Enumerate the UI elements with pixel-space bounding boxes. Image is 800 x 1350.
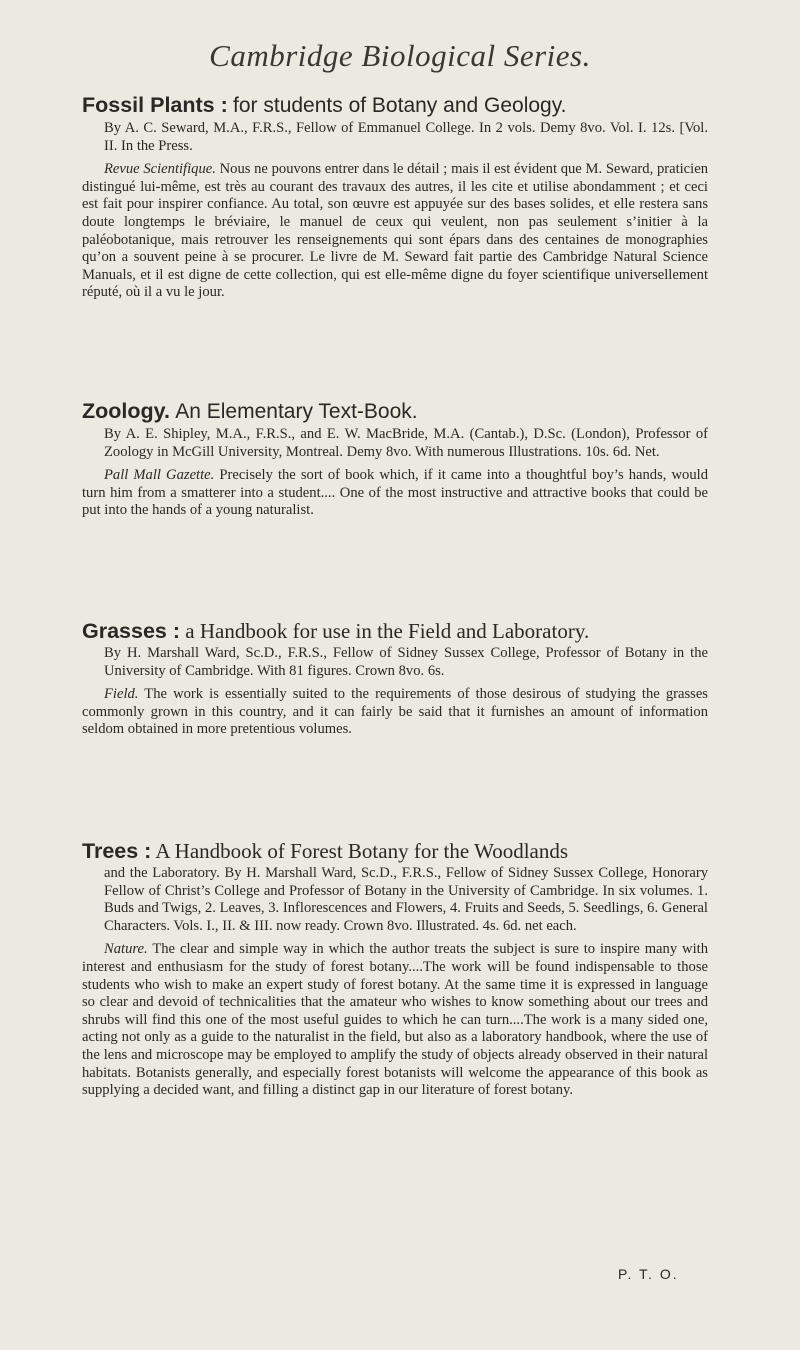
entry-subtitle: a Handbook for use in the Field and Laboratory.: [185, 619, 590, 643]
entry-review: [82, 686, 708, 739]
entry-subtitle: for students of Botany and Geology.: [233, 94, 567, 117]
entry-review: [82, 467, 708, 520]
entry-heading: [82, 618, 708, 644]
entry-author-line: By A. E. Shipley, M.A., F.R.S., and E. W. MacBride, M.A. (Cantab.), D.Sc. (London), Professor of Zoology in McGill University, Montreal. Demy 8vo. With numerous Illustrations. 10s. 6d. Net.: [104, 426, 708, 460]
review-source: Revue Scientifique.: [104, 161, 216, 178]
series-title: Cambridge Biological Series.: [209, 38, 591, 73]
entry-heading: [82, 92, 708, 119]
review-source: Field.: [104, 686, 139, 703]
review-source: Nature.: [104, 941, 148, 958]
entry-fossil-plants: [82, 92, 708, 302]
entry-heading: [82, 398, 708, 425]
entry-title: Grasses :: [82, 619, 181, 643]
entry-author-line: By H. Marshall Ward, Sc.D., F.R.S., Fellow of Sidney Sussex College, Professor of Botany in the University of Cambridge. With 81 figures. Crown 8vo. 6s.: [104, 645, 708, 679]
entry-review: [82, 941, 708, 1099]
entry-author-line: By A. C. Seward, M.A., F.R.S., Fellow of Emmanuel College. In 2 vols. Demy 8vo. Vol. I. 12s. [Vol. II. In the Press.: [104, 120, 708, 154]
review-text: Precisely the sort of book which, if it came into a thoughtful boy’s hands, would turn him from a smatterer into a student.... One of the most instructive and attractive books that could be put into the hands of a young naturalist.: [82, 467, 708, 519]
entry-heading: [82, 838, 708, 864]
review-source: Pall Mall Gazette.: [104, 467, 215, 484]
entry-review: [82, 161, 708, 302]
please-turn-over: P. T. O.: [618, 1266, 679, 1282]
entry-title: Zoology.: [82, 399, 170, 423]
review-text: The clear and simple way in which the author treats the subject is sure to inspire many with interest and enthusiasm for the study of forest botany....The work will be found indispensable to those students who wish to make an expert study of forest botany. At the same time it is expressed in language so clear and devoid of technicalities that the amateur who wishes to know something about our trees and shrubs will find this one of the most useful guides to which he can turn....The work is a many sided one, acting not only as a guide to the naturalist in the field, but also as a laboratory handbook, where the use of the lens and microscope may be employed to amplify the study of objects already observed in their natural habitats. Botanists generally, and especially forest botanists will welcome the appearance of this book as supplying a decided want, and filling a distinct gap in our literature of forest botany.: [82, 941, 708, 1099]
entry-subtitle: An Elementary Text-Book.: [175, 400, 418, 423]
review-text: Nous ne pouvons entrer dans le détail ; mais il est évident que M. Seward, praticien distingué lui-même, est très au courant des travaux des autres, il les cite et utilise abondamment ; et ceci est fait pour inspirer confiance. Au total, son œuvre est appuyée sur des bases solides, et elle restera sans doute longtemps le bréviaire, le manuel de ceux qui veulent, non pas seulement s’initier à la paléobotanique, mais retrouver les renseignements qui sont épars dans des centaines de monographies qu’on a souvent peine à se procurer. Le livre de M. Seward fait partie des Cambridge Natural Science Manuals, et il est digne de cette collection, qui est elle-même digne du foyer scientifique universellement réputé, où il a vu le jour.: [82, 161, 708, 301]
review-text: The work is essentially suited to the requirements of those desirous of studying the grasses commonly grown in this country, and it can fairly be said that it furnishes an amount of information seldom obtained in more pretentious volumes.: [82, 686, 708, 738]
entry-title: Trees :: [82, 839, 152, 863]
entry-subtitle: A Handbook of Forest Botany for the Woodlands: [155, 839, 569, 863]
entry-trees: [82, 838, 708, 1100]
entry-grasses: [82, 618, 708, 739]
entry-title: Fossil Plants :: [82, 93, 228, 117]
entry-zoology: [82, 398, 708, 520]
entry-author-line: and the Laboratory. By H. Marshall Ward, Sc.D., F.R.S., Fellow of Sidney Sussex College, Honorary Fellow of Christ’s College and Professor of Botany in the University of Cambridge. In six volumes. 1. Buds and Twigs, 2. Leaves, 3. Inflorescences and Flowers, 4. Fruits and Seeds, 5. Seedlings, 6. General Characters. Vols. I., II. & III. now ready. Crown 8vo. Illustrated. 4s. 6d. net each.: [104, 865, 708, 934]
